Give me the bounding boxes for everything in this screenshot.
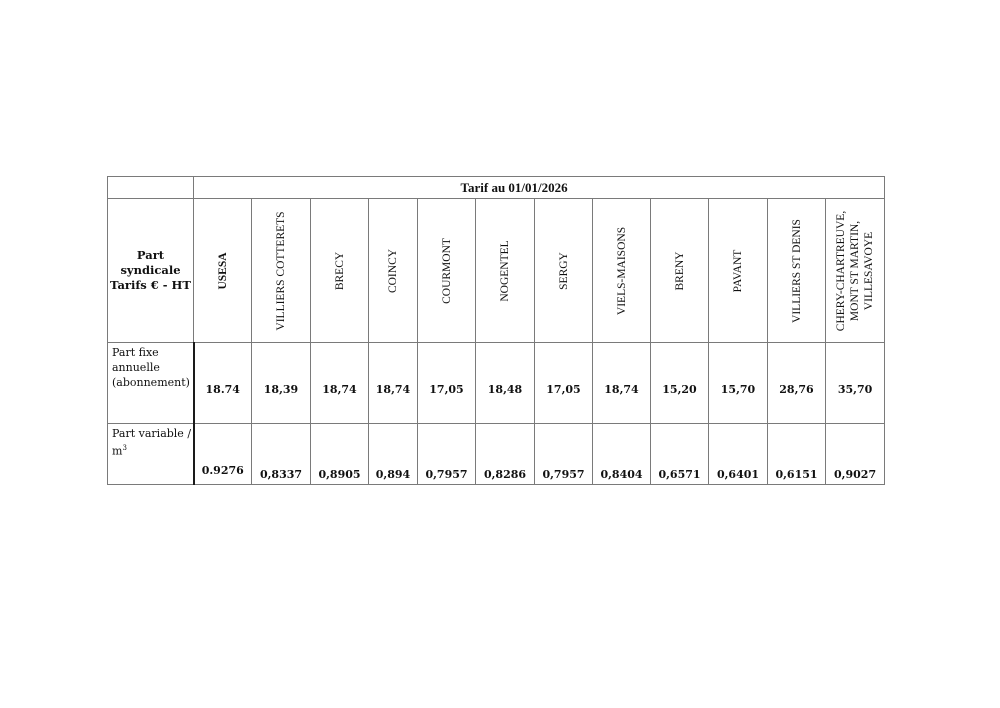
value-cell: 0,6151 [768,424,826,485]
value-cell: 35,70 [826,343,885,424]
column-header-breny: BRENY [651,199,709,343]
value-cell: 0,8337 [252,424,311,485]
column-header-courmont: COURMONT [418,199,476,343]
value-cell: 0,8905 [311,424,369,485]
corner-label: Part syndicale Tarifs € - HT [108,199,194,343]
value-cell: 0,7957 [418,424,476,485]
column-header-coincy: COINCY [369,199,418,343]
table-title: Tarif au 01/01/2026 [194,177,885,199]
value-cell: 0,7957 [535,424,593,485]
value-cell: 15,20 [651,343,709,424]
column-header-usesa: USESA [194,199,252,343]
column-header-viels-maisons: VIELS-MAISONS [593,199,651,343]
column-header-row [108,199,885,343]
title-row [108,177,885,199]
value-cell: 0,9027 [826,424,885,485]
table-row-part-variable [108,424,885,485]
value-cell: 28,76 [768,343,826,424]
column-header-brecy: BRECY [311,199,369,343]
column-header-villiers-cotterets: VILLIERS COTTERETS [252,199,311,343]
value-cell: 0,6571 [651,424,709,485]
value-cell: 0,894 [369,424,418,485]
value-cell: 18,74 [311,343,369,424]
column-header-sergy: SERGY [535,199,593,343]
value-cell: 18,48 [476,343,535,424]
column-header-pavant: PAVANT [709,199,768,343]
multi-line-header: CHERY-CHARTREUVE, MONT ST MARTIN, VILLESAVOYE [835,210,876,331]
value-cell: 18,74 [369,343,418,424]
row-label-part-fixe: Part fixe annuelle (abonnement) [108,343,194,424]
tariff-table [107,176,885,485]
value-cell: 18.74 [194,343,252,424]
value-cell: 17,05 [535,343,593,424]
value-cell: 0,6401 [709,424,768,485]
value-cell: 15,70 [709,343,768,424]
corner-empty-cell [108,177,194,199]
value-cell: 0,8404 [593,424,651,485]
table-row-part-fixe [108,343,885,424]
value-cell: 17,05 [418,343,476,424]
column-header-chery-chartreuve [826,199,885,343]
row-label-part-variable: Part variable / $m^3$ [108,424,194,485]
column-header-nogentel: NOGENTEL [476,199,535,343]
value-cell: 0.9276 [194,424,252,485]
column-header-villiers-st-denis: VILLIERS ST DENIS [768,199,826,343]
value-cell: 18,74 [593,343,651,424]
value-cell: 18,39 [252,343,311,424]
value-cell: 0,8286 [476,424,535,485]
